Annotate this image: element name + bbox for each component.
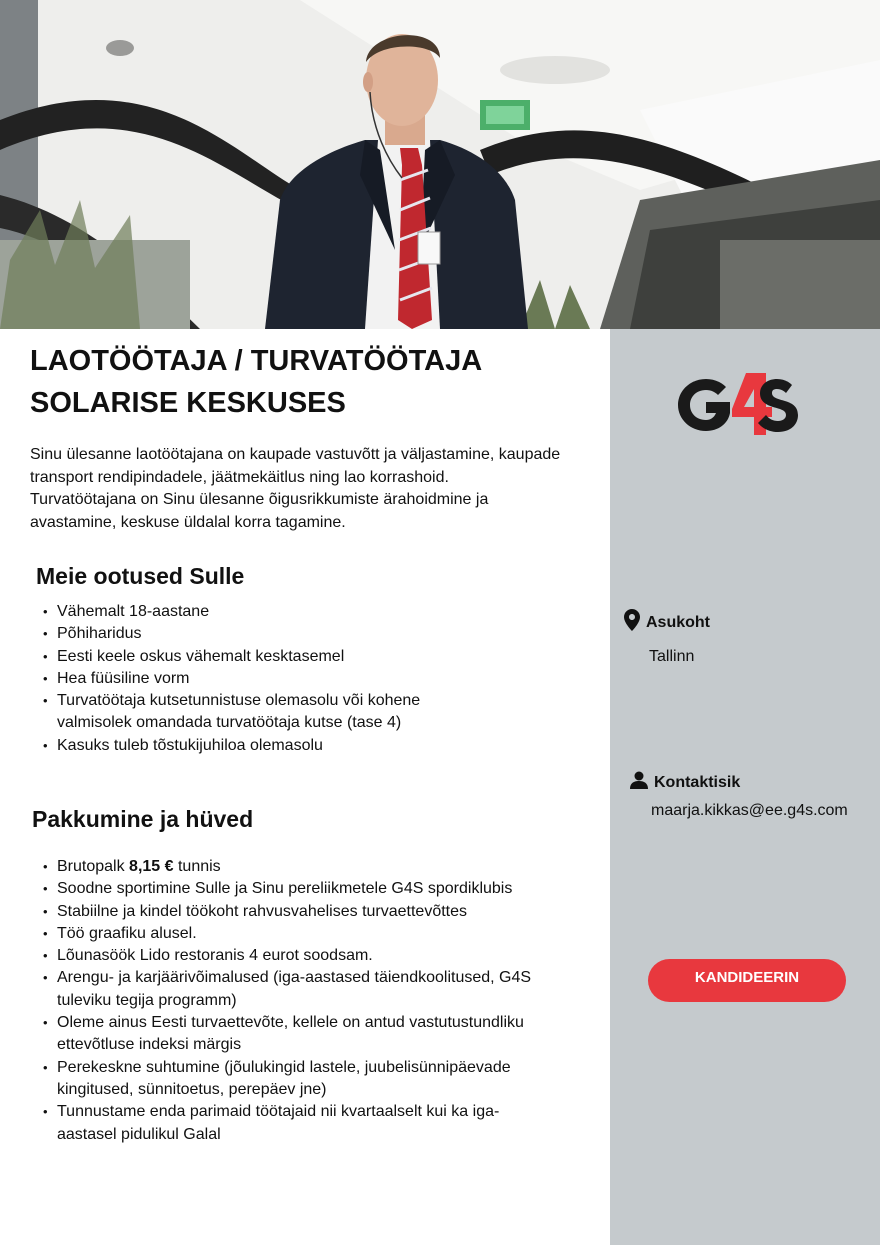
expectations-list — [30, 601, 490, 757]
salary-item: • Brutopalk 8,15 € tunnis — [30, 856, 590, 878]
list-item: • Kasuks tuleb tõstukijuhiloa olemasolu — [30, 735, 490, 757]
contact-email[interactable]: maarja.kikkas@ee.g4s.com — [651, 802, 848, 819]
contact-block — [630, 771, 848, 820]
list-item: • Hea füüsiline vorm — [30, 668, 490, 690]
person-icon — [630, 771, 648, 794]
sidebar — [610, 329, 880, 1245]
list-item: • Töö graafiku alusel. — [30, 923, 590, 945]
job-title-line: SOLARISE KESKUSES — [30, 387, 346, 419]
job-description — [30, 444, 590, 534]
contact-label: Kontaktisik — [654, 773, 741, 791]
description-line: avastamine, keskuse üldalal korra tagamine. — [30, 513, 346, 531]
description-line: Turvatöötajana on Sinu ülesanne õigusrikkumiste ärahoidmine ja — [30, 491, 489, 508]
list-item: • Eesti keele oskus vähemalt kesktasemel — [30, 646, 490, 668]
list-item: • Perekeskne suhtumine (jõulukingid lastele, juubelisünnipäevade kingitused, sünnitoetus, perepäev jne) — [30, 1057, 590, 1102]
list-item: • Soodne sportimine Sulle ja Sinu pereliikmetele G4S spordiklubis — [30, 878, 590, 900]
description-line: transport rendipindadele, jäätmekäitlus ning lao korrashoid. — [30, 468, 449, 486]
map-pin-icon — [624, 609, 640, 636]
location-value: Tallinn — [649, 648, 695, 665]
list-item: • Vähemalt 18-aastane — [30, 601, 490, 623]
job-title-line: LAOTÖÖTAJA / TURVATÖÖTAJA — [30, 345, 483, 377]
expectations-heading: Meie ootused Sulle — [36, 563, 245, 589]
list-item: • Arengu- ja karjäärivõimalused (iga-aastased täiendkoolitused, G4S tuleviku tegija programm) — [30, 967, 590, 1012]
hero-photo — [0, 0, 880, 329]
list-item: • Tunnustame enda parimaid töötajaid nii kvartaalselt kui ka iga- aastasel pidulikul Galal — [30, 1101, 590, 1146]
benefits-heading: Pakkumine ja hüved — [32, 806, 254, 832]
list-item: • Turvatöötaja kutsetunnistuse olemasolu või kohene valmisolek omandada turvatöötaja kutse (tase 4) — [30, 690, 490, 735]
list-item: • Lõunasöök Lido restoranis 4 eurot soodsam. — [30, 945, 590, 967]
list-item: • Põhiharidus — [30, 623, 490, 645]
location-block — [624, 609, 710, 666]
list-item: • Oleme ainus Eesti turvaettevõte, kellele on antud vastutustundliku ettevõtluse indeksi märgis — [30, 1012, 590, 1057]
apply-button[interactable]: KANDIDEERIN — [648, 959, 846, 1002]
salary-amount: 8,15 € — [129, 858, 174, 875]
benefits-list — [30, 856, 590, 1146]
list-item: • Stabiilne ja kindel töökoht rahvusvahelises turvaettevõttes — [30, 901, 590, 923]
job-title — [30, 340, 590, 424]
g4s-logo — [674, 369, 804, 439]
description-line: Sinu ülesanne laotöötajana on kaupade vastuvõtt ja väljastamine, kaupade — [30, 446, 561, 463]
location-label: Asukoht — [646, 613, 710, 631]
